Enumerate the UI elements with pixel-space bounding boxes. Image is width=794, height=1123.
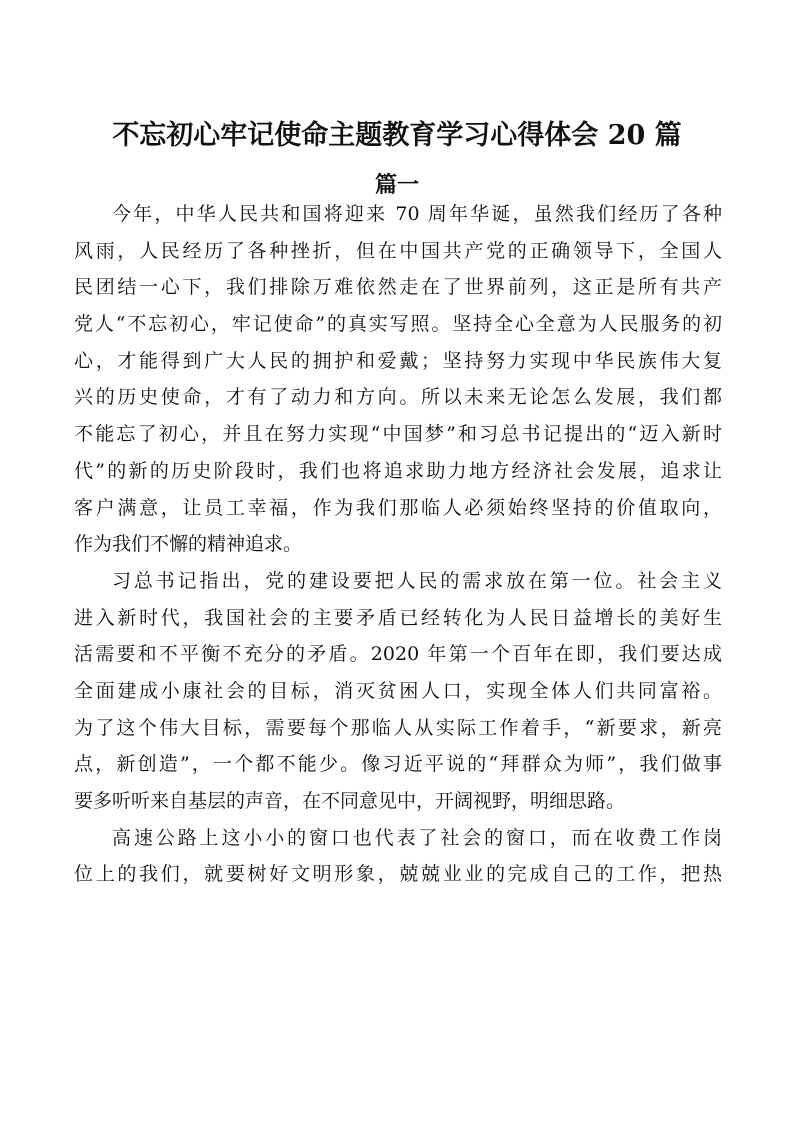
paragraph-line: 活需要和不平衡不充分的矛盾。2020 年第一个百年在即，我们要达成 [74,643,722,666]
paragraph-line: 进入新时代，我国社会的主要矛盾已经转化为人民日益增长的美好生 [74,606,722,629]
paragraph [74,563,722,820]
paragraph-line: 党人“不忘初心，牢记使命”的真实写照。坚持全心全意为人民服务的初 [74,313,722,336]
paragraph-line: 高速公路上这小小的窗口也代表了社会的窗口，而在收费工作岗 [112,826,722,849]
paragraph-line: 代”的新的历史阶段时，我们也将追求助力地方经济社会发展，追求让 [74,459,722,482]
paragraph-line: 全面建成小康社会的目标，消灭贫困人口，实现全体人们共同富裕。 [74,679,722,702]
document-body [74,196,722,893]
paragraph-line: 不能忘了初心，并且在努力实现“中国梦”和习总书记提出的“迈入新时 [74,423,722,446]
paragraph-line: 点，新创造”，一个都不能少。像习近平说的“拜群众为师”，我们做事 [74,753,722,776]
paragraph-line: 客户满意，让员工幸福，作为我们那临人必须始终坚持的价值取向， [74,496,722,519]
paragraph-line: 要多听听来自基层的声音，在不同意见中，开阔视野，明细思路。 [74,790,626,812]
document-title: 不忘初心牢记使命主题教育学习心得体会 20 篇 [112,120,682,151]
paragraph-line: 习总书记指出，党的建设要把人民的需求放在第一位。社会主义 [112,569,722,592]
paragraph-line: 风雨，人民经历了各种挫折，但在中国共产党的正确领导下，全国人 [74,239,722,262]
paragraph-line: 位上的我们，就要树好文明形象，兢兢业业的完成自己的工作，把热 [74,863,722,886]
paragraph-line: 民团结一心下，我们排除万难依然走在了世界前列，这正是所有共产 [74,276,722,299]
paragraph-line: 心，才能得到广大人民的拥护和爱戴；坚持努力实现中华民族伟大复 [74,349,722,372]
paragraph-line: 今年，中华人民共和国将迎来 70 周年华诞，虽然我们经历了各种 [112,203,722,225]
paragraph [74,820,722,893]
paragraph-line: 作为我们不懈的精神追求。 [74,533,303,556]
paragraph [74,196,722,563]
paragraph-line: 兴的历史使命，才有了动力和方向。所以未来无论怎么发展，我们都 [74,386,722,409]
paragraph-line: 为了这个伟大目标，需要每个那临人从实际工作着手，“新要求，新亮 [74,716,722,739]
section-heading: 篇一 [374,172,419,198]
